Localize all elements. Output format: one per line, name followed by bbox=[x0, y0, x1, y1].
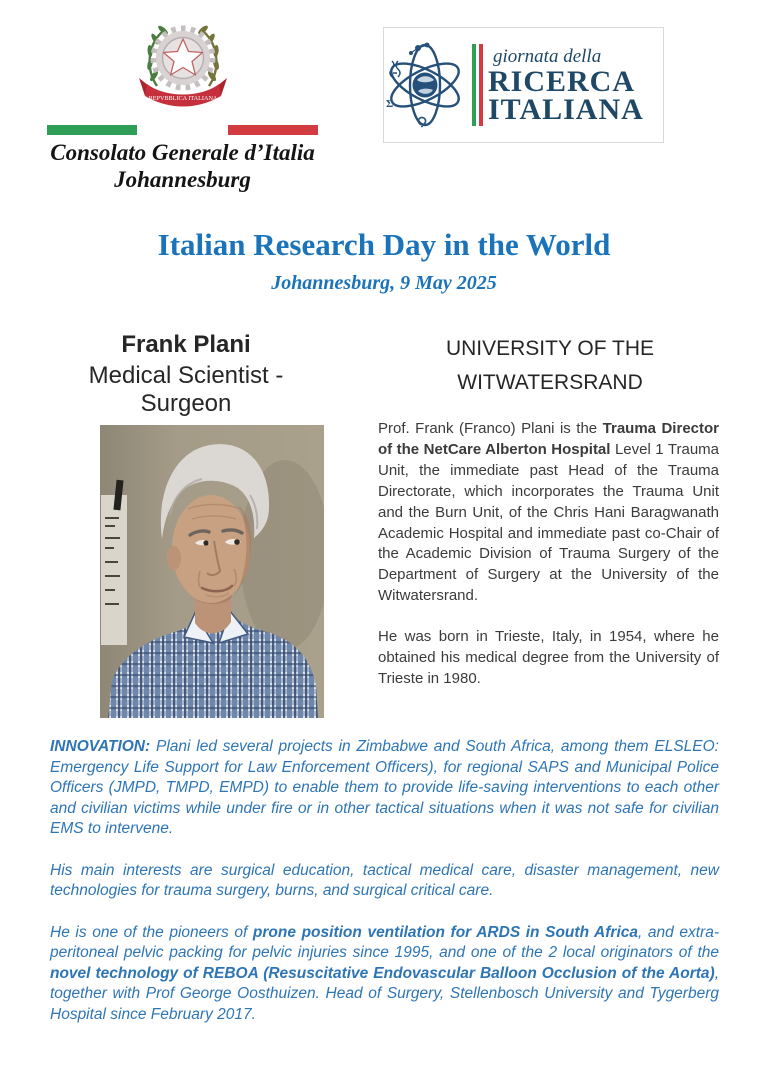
highlights-section bbox=[50, 737, 719, 1046]
consulate-name-line1: Consolato Generale d’Italia bbox=[50, 140, 315, 165]
pioneer-paragraph: He is one of the pioneers of prone position ventilation for ARDS in South Africa, and extra-peritoneal pelvic packing for pelvic injuries since 1995, and one of the 2 local originators of the novel technology of REBOA (Resuscitative Endovascular Balloon Occlusion of the Aorta), together with Prof George Oosthuizen. Head of Surgery, Stellenbosch University and Tygerberg Hospital since February 2017. bbox=[50, 923, 719, 1023]
portrait-photo-image bbox=[100, 425, 324, 718]
affiliation-line2: WITWATERSRAND bbox=[457, 371, 643, 394]
sigma-glyph: Σ bbox=[386, 98, 394, 110]
logo-title-line2: ITALIANA bbox=[488, 93, 644, 126]
consulate-name bbox=[47, 139, 318, 193]
emblem-ribbon-text: REPVBBLICA ITALIANA bbox=[148, 95, 217, 102]
innovation-paragraph: INNOVATION: Plani led several projects in Zimbabwe and South Africa, among them ELSLEO: Emergency Life Support for Law Enforcement Officers), for regional SAPS and Municipal Police Officers (JMPD, TMPD, EMPD) to enable them to provide life-saving interventions to each other and civilian victims while under fire or in other tactical situations when it was not safe for civilian EMS to intervene. bbox=[50, 738, 719, 837]
page-subtitle: Johannesburg, 9 May 2025 bbox=[271, 272, 497, 294]
ricerca-italiana-logo bbox=[383, 27, 664, 143]
bio-paragraph-2: He was born in Trieste, Italy, in 1954, where he obtained his medical degree from the University of Trieste in 1980. bbox=[378, 628, 719, 687]
bio-text bbox=[378, 419, 719, 710]
italian-flag-bar bbox=[47, 125, 318, 135]
interests-paragraph: His main interests are surgical education, tactical medical care, disaster management, new technologies for trauma surgery, burns, and surgical critical care. bbox=[50, 861, 719, 899]
stripe-red bbox=[479, 44, 483, 126]
affiliation-line1: UNIVERSITY OF THE bbox=[445, 337, 655, 360]
bio-paragraph-1: Prof. Frank (Franco) Plani is the Trauma Director of the NetCare Alberton Hospital Level 1 Trauma Unit, the immediate past Head of the Trauma Directorate, which incorporates the Trauma Unit and the Burn Unit, of the Chris Hani Baragwanath Academic Hospital and immediate past co-Chair of the Academic Division of Trauma Surgery of the Department of Surgery at the University of the Witwatersrand. bbox=[378, 420, 719, 605]
flag-red-stripe bbox=[228, 125, 318, 135]
person-name: Frank Plani bbox=[121, 331, 251, 358]
logo-text bbox=[488, 46, 644, 124]
tricolor-vertical-stripe bbox=[472, 44, 483, 126]
flag-green-stripe bbox=[47, 125, 137, 135]
consulate-name-line2: Johannesburg bbox=[114, 167, 251, 192]
page-title: Italian Research Day in the World bbox=[157, 227, 611, 262]
italy-republic-emblem-icon bbox=[137, 18, 229, 118]
logo-title-line1: RICERCA bbox=[488, 65, 636, 98]
logo-tagline: giornata della bbox=[493, 46, 602, 67]
portrait-photo bbox=[100, 425, 324, 718]
affiliation-block bbox=[424, 332, 676, 400]
consulate-block bbox=[47, 18, 318, 193]
person-role: Medical Scientist - Surgeon bbox=[88, 362, 284, 417]
atom-science-icon bbox=[384, 39, 472, 131]
person-block bbox=[42, 331, 330, 418]
flag-white-stripe bbox=[137, 125, 227, 135]
